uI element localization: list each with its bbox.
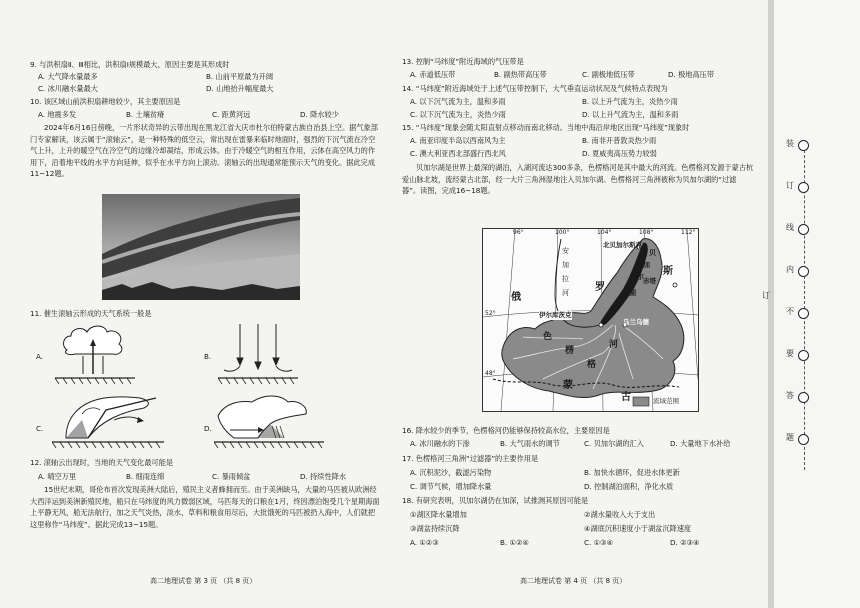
legend-basin-label: 流域范围 — [653, 397, 679, 405]
q9-option-b: B. 山前平原最为开阔 — [206, 72, 274, 81]
binding-side-char: 订 — [762, 291, 770, 300]
q12-option-b: B. 细雨连绵 — [126, 472, 165, 481]
q9-stem: 9. 与洪积扇Ⅱ、Ⅲ相比，洪积扇Ⅰ规模最大，原因主要是其形成时 — [30, 60, 230, 69]
horse-latitude-passage: 15世纪末期，哥伦布首次发现美洲大陆后，殖民主义者蜂拥而至。由于美洲缺马，大量的马匹被从欧洲经大西洋运到美洲新殖民地，船只在马纬度的风力微弱区域，马匹每天的口粮在1月，终因漂泊饱受几个星期海面上平静无风，船无法航行，加之天气炎热，淡水、草料和粮食用尽后，大批饿死的马匹被扔入海中，人们就把这里称作“马纬度”。据此完成13~15题。 — [30, 485, 380, 529]
label-angara-1: 安 — [562, 247, 569, 255]
q14-stem: 14. “马纬度”附近海域处于上述气压带控制下，大气垂直运动状况及气候特点表现为 — [402, 84, 668, 93]
binding-hole-5 — [798, 308, 809, 319]
binding-hole-6 — [798, 350, 809, 361]
label-baikal-3: 尔 — [637, 273, 644, 281]
q17-option-c: C. 调节气候，增加降水量 — [410, 482, 492, 491]
q16-stem: 16. 降水较少的季节，色楞格河仍能够保持较高水位，主要原因是 — [402, 426, 610, 435]
q18-item-2: ②湖水量收入大于支出 — [584, 510, 656, 519]
q18-stem: 18. 有研究表明，贝加尔湖仍在加深，试推测其原因可能是 — [402, 496, 589, 505]
q18-option-c: C. ①③④ — [584, 538, 613, 547]
lon-100: 100° — [555, 229, 570, 236]
roll-cloud-photo — [102, 194, 300, 300]
label-mongolia-1: 蒙 — [563, 380, 573, 391]
q14-option-b: B. 以上升气流为主，炎热少雨 — [582, 97, 678, 106]
q18-option-b: B. ①②④ — [500, 538, 529, 547]
label-irkutsk: 伊尔库茨克 — [539, 311, 572, 319]
q10-option-c: C. 距黄河远 — [212, 110, 251, 119]
q14-option-a: A. 以下沉气流为主，温和多雨 — [410, 97, 506, 106]
q11-option-b: B. — [204, 352, 212, 361]
label-russia-1: 俄 — [511, 292, 521, 303]
binding-hole-3 — [798, 224, 809, 235]
label-selenga-2: 楞 — [565, 346, 575, 356]
label-selenga-1: 色 — [543, 332, 553, 342]
binding-char-yao: 要 — [786, 349, 794, 358]
q17-option-d: D. 控制湖泊面积，净化水质 — [584, 482, 674, 491]
label-selenga-4: 河 — [609, 340, 619, 350]
q10-option-a: A. 地震多发 — [38, 110, 77, 119]
q10-option-d: D. 降水较少 — [300, 110, 339, 119]
figure-a-cumulus-updraft — [55, 320, 135, 386]
q18-item-4: ④湖底沉积速度小于湖盆沉降速度 — [584, 524, 692, 533]
q16-option-c: C. 贝加尔湖的汇入 — [584, 439, 644, 448]
label-selenga-3: 格 — [587, 360, 597, 370]
figure-d-gust-front — [214, 390, 324, 450]
binding-char-xian: 线 — [786, 223, 794, 232]
lat-48: 48° — [485, 370, 496, 377]
lon-104: 104° — [597, 229, 612, 236]
figure-b-downdraft — [218, 320, 298, 386]
q17-stem: 17. 色楞格河三角洲“过滤器”的主要作用是 — [402, 454, 539, 463]
q13-option-b: B. 副热带高压带 — [494, 70, 547, 79]
binding-char-bu: 不 — [786, 307, 794, 316]
binding-hole-7 — [798, 392, 809, 403]
q12-option-c: C. 暴雨倾盆 — [212, 472, 251, 481]
label-angara-3: 拉 — [562, 275, 569, 283]
q12-stem: 12. 滚轴云出现时，当地的天气变化最可能是 — [30, 458, 174, 467]
binding-margin — [768, 0, 860, 608]
left-page-footer: 高二地理试卷 第 3 页 （共 8 页） — [150, 577, 257, 585]
q10-option-b: B. 土壤贫瘠 — [126, 110, 165, 119]
q14-option-c: C. 以下沉气流为主，炎热少雨 — [410, 110, 506, 119]
baikal-passage: 贝加尔湖是世界上最深的湖泊，入湖河流达300多条，色楞格河是其中最大的河流。色楞格河发源于蒙古杭爱山脉北坡，流经蒙古北部，经一大片三角洲湿地注入贝加尔湖。色楞格河三角洲被称为贝加尔湖的“过滤器”。读图，完成16~18题。 — [402, 163, 754, 195]
baikal-selenga-map — [482, 228, 699, 412]
label-ulan-ude: 乌兰乌德 — [623, 318, 649, 326]
q15-option-b: B. 南非开普敦炎热少雨 — [582, 136, 657, 145]
binding-hole-2 — [798, 182, 809, 193]
q12-option-d: D. 持续性降水 — [300, 472, 347, 481]
label-baikal-1: 贝 — [649, 249, 656, 257]
binding-char-nei: 内 — [786, 265, 794, 274]
q13-option-d: D. 极地高压带 — [668, 70, 715, 79]
binding-char-zhuang: 装 — [786, 139, 794, 148]
label-north-baikalsk: 北贝加尔斯克 — [603, 241, 642, 249]
q15-option-c: C. 澳大利亚西北部盛行西北风 — [410, 149, 506, 158]
lon-112: 112° — [681, 229, 696, 236]
binding-hole-1 — [798, 140, 809, 151]
label-mongolia-2: 古 — [621, 392, 631, 403]
q16-option-d: D. 大量地下水补给 — [670, 439, 731, 448]
label-baikal-4: 湖 — [629, 289, 636, 297]
q12-option-a: A. 晴空万里 — [38, 472, 77, 481]
binding-char-ti: 题 — [786, 433, 794, 442]
q13-stem: 13. 控制“马纬度”附近海域的气压带是 — [402, 57, 524, 66]
q15-option-a: A. 南亚印度半岛以西南风为主 — [410, 136, 506, 145]
binding-char-da: 答 — [786, 391, 794, 400]
q13-option-c: C. 副极地低压带 — [582, 70, 635, 79]
q17-option-a: A. 沉积泥沙，截滤污染物 — [410, 468, 492, 477]
q18-option-a: A. ①②③ — [410, 538, 439, 547]
label-baikal-2: 加 — [643, 261, 650, 269]
label-russia-2: 罗 — [595, 282, 605, 293]
q11-stem: 11. 催生滚轴云形成的天气系统一般是 — [30, 309, 152, 318]
q11-option-d: D. — [204, 424, 212, 433]
q18-item-3: ③湖盆持续沉降 — [410, 524, 460, 533]
label-angara-4: 河 — [562, 289, 569, 297]
q13-option-a: A. 赤道低压带 — [410, 70, 456, 79]
binding-char-ding: 订 — [786, 181, 794, 190]
right-page-footer: 高二地理试卷 第 4 页 （共 8 页） — [520, 577, 627, 585]
lat-52: 52° — [485, 310, 496, 317]
q15-option-d: D. 夏威夷高压势力较弱 — [582, 149, 657, 158]
binding-hole-4 — [798, 266, 809, 277]
q11-option-c: C. — [36, 424, 44, 433]
q18-option-d: D. ②③④ — [670, 538, 700, 547]
figure-c-cold-front — [52, 390, 164, 450]
label-chita: 赤塔 — [643, 277, 656, 285]
q18-item-1: ①湖区降水量增加 — [410, 510, 467, 519]
q10-stem: 10. 该区域山前洪积扇耕地较少，其主要原因是 — [30, 97, 181, 106]
q14-option-d: D. 以上升气流为主，温和多雨 — [582, 110, 679, 119]
q16-option-a: A. 冰川融水的下渗 — [410, 439, 470, 448]
q11-option-a: A. — [36, 352, 44, 361]
q15-stem: 15. “马纬度”现象会随太阳直射点移动而南北移动。当地中海沿岸地区出现“马纬度”现象时 — [402, 123, 690, 132]
label-russia-3: 斯 — [663, 266, 673, 277]
lon-96: 96° — [513, 229, 524, 236]
q16-option-b: B. 大气雨水的调节 — [500, 439, 560, 448]
roll-cloud-passage: 2024年6月16日傍晚，一片形状奇异的云带出现在黑龙江省大庆市杜尔伯特蒙古族自治县上空。据气象部门专家解读，该云属于“滚轴云”，是一种特殊的低空云，常出现在雷暴来临时地面时，强烈的下沉气流在冷空气上升，上升的暖空气在冷空气的边缘冷却凝结，形成云体。由于冷暖空气的相互作用，云体在高空风力的作用下，沿着地平线的水平方向延伸，似乎在水平方向上滚动。滚轴云的出现通常能预示天气的变化。据此完成11~12题。 — [30, 123, 378, 178]
q17-option-b: B. 加快水循环，促进水体更新 — [584, 468, 680, 477]
q9-option-d: D. 山地抬升幅度最大 — [206, 84, 274, 93]
q9-option-a: A. 大气降水量最多 — [38, 72, 98, 81]
q9-option-c: C. 冰川融水量最大 — [38, 84, 98, 93]
binding-hole-8 — [798, 434, 809, 445]
label-angara-2: 加 — [562, 261, 569, 269]
lon-108: 108° — [639, 229, 654, 236]
